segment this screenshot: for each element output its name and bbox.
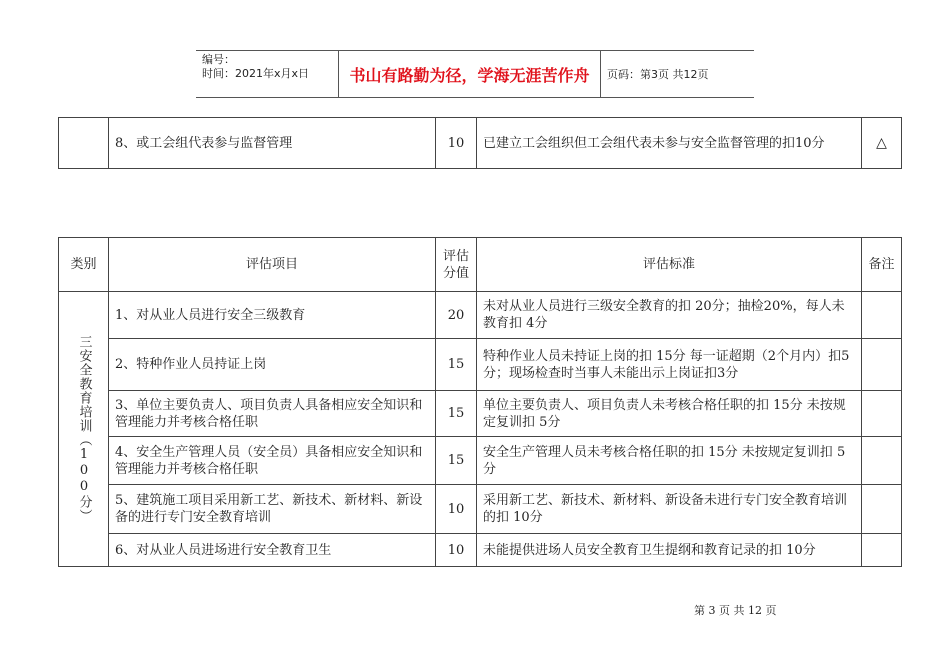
item-cell: 3、单位主要负责人、项目负责人具备相应安全知识和管理能力并考核合格任职	[109, 391, 436, 437]
criteria-cell: 特种作业人员未持证上岗的扣 15分 每一证超期（2个月内）扣5分；现场检查时当事人未能出示上岗证扣3分	[477, 339, 862, 391]
criteria-cell: 单位主要负责人、项目负责人未考核合格任职的扣 15分 未按规定复训扣 5分	[477, 391, 862, 437]
score-cell: 15	[436, 437, 477, 485]
score-cell: 10	[436, 485, 477, 534]
item-cell: 1、对从业人员进行安全三级教育	[109, 292, 436, 339]
header-row	[59, 238, 902, 292]
score-cell: 10	[436, 118, 477, 169]
criteria-cell: 已建立工会组织但工会组代表未参与安全监督管理的扣10分	[477, 118, 862, 169]
item-cell: 5、建筑施工项目采用新工艺、新技术、新材料、新设备的进行专门安全教育培训	[109, 485, 436, 534]
criteria-cell: 未对从业人员进行三级安全教育的扣 20分；抽检20%，每人未教育扣 4分	[477, 292, 862, 339]
page-footer: 第 3 页 共 12 页	[694, 604, 777, 617]
top-table	[58, 117, 902, 169]
category-label: 三安全教育培训（100分）	[76, 335, 92, 523]
criteria-cell: 安全生产管理人员未考核合格任职的扣 15分 未按规定复训扣 5分	[477, 437, 862, 485]
number-label: 编号：	[202, 53, 235, 66]
table-row	[59, 534, 902, 567]
category-cell	[59, 292, 109, 567]
table-row	[59, 292, 902, 339]
header-meta	[196, 51, 339, 97]
page-info: 页码：第3页 共12页	[607, 68, 709, 81]
table-row	[59, 391, 902, 437]
motto: 书山有路勤为径，学海无涯苦作舟	[339, 51, 601, 97]
score-cell: 15	[436, 391, 477, 437]
remark-cell	[862, 292, 902, 339]
item-cell: 4、安全生产管理人员（安全员）具备相应安全知识和管理能力并考核合格任职	[109, 437, 436, 485]
score-cell: 20	[436, 292, 477, 339]
item-cell: 8、或工会组代表参与监督管理	[109, 118, 436, 169]
remark-cell	[862, 391, 902, 437]
criteria-cell: 未能提供进场人员安全教育卫生提纲和教育记录的扣 10分	[477, 534, 862, 567]
remark-cell	[862, 534, 902, 567]
score-cell: 15	[436, 339, 477, 391]
table-row	[59, 118, 902, 169]
table-row	[59, 339, 902, 391]
header-remark: 备注	[862, 238, 902, 292]
main-table	[58, 237, 902, 567]
table-row	[59, 437, 902, 485]
item-cell: 2、特种作业人员持证上岗	[109, 339, 436, 391]
remark-cell	[862, 339, 902, 391]
item-cell: 6、对从业人员进场进行安全教育卫生	[109, 534, 436, 567]
header-item: 评估项目	[109, 238, 436, 292]
remark-cell	[862, 437, 902, 485]
criteria-cell: 采用新工艺、新技术、新材料、新设备未进行专门安全教育培训的扣 10分	[477, 485, 862, 534]
header-category: 类别	[59, 238, 109, 292]
category-cell	[59, 118, 109, 169]
score-cell: 10	[436, 534, 477, 567]
page-header	[196, 50, 754, 98]
time-label: 时间：2021年x月x日	[202, 67, 310, 80]
header-criteria: 评估标准	[477, 238, 862, 292]
triangle-mark: △	[862, 118, 902, 169]
remark-cell	[862, 485, 902, 534]
header-score: 评估分值	[436, 238, 477, 292]
table-row	[59, 485, 902, 534]
